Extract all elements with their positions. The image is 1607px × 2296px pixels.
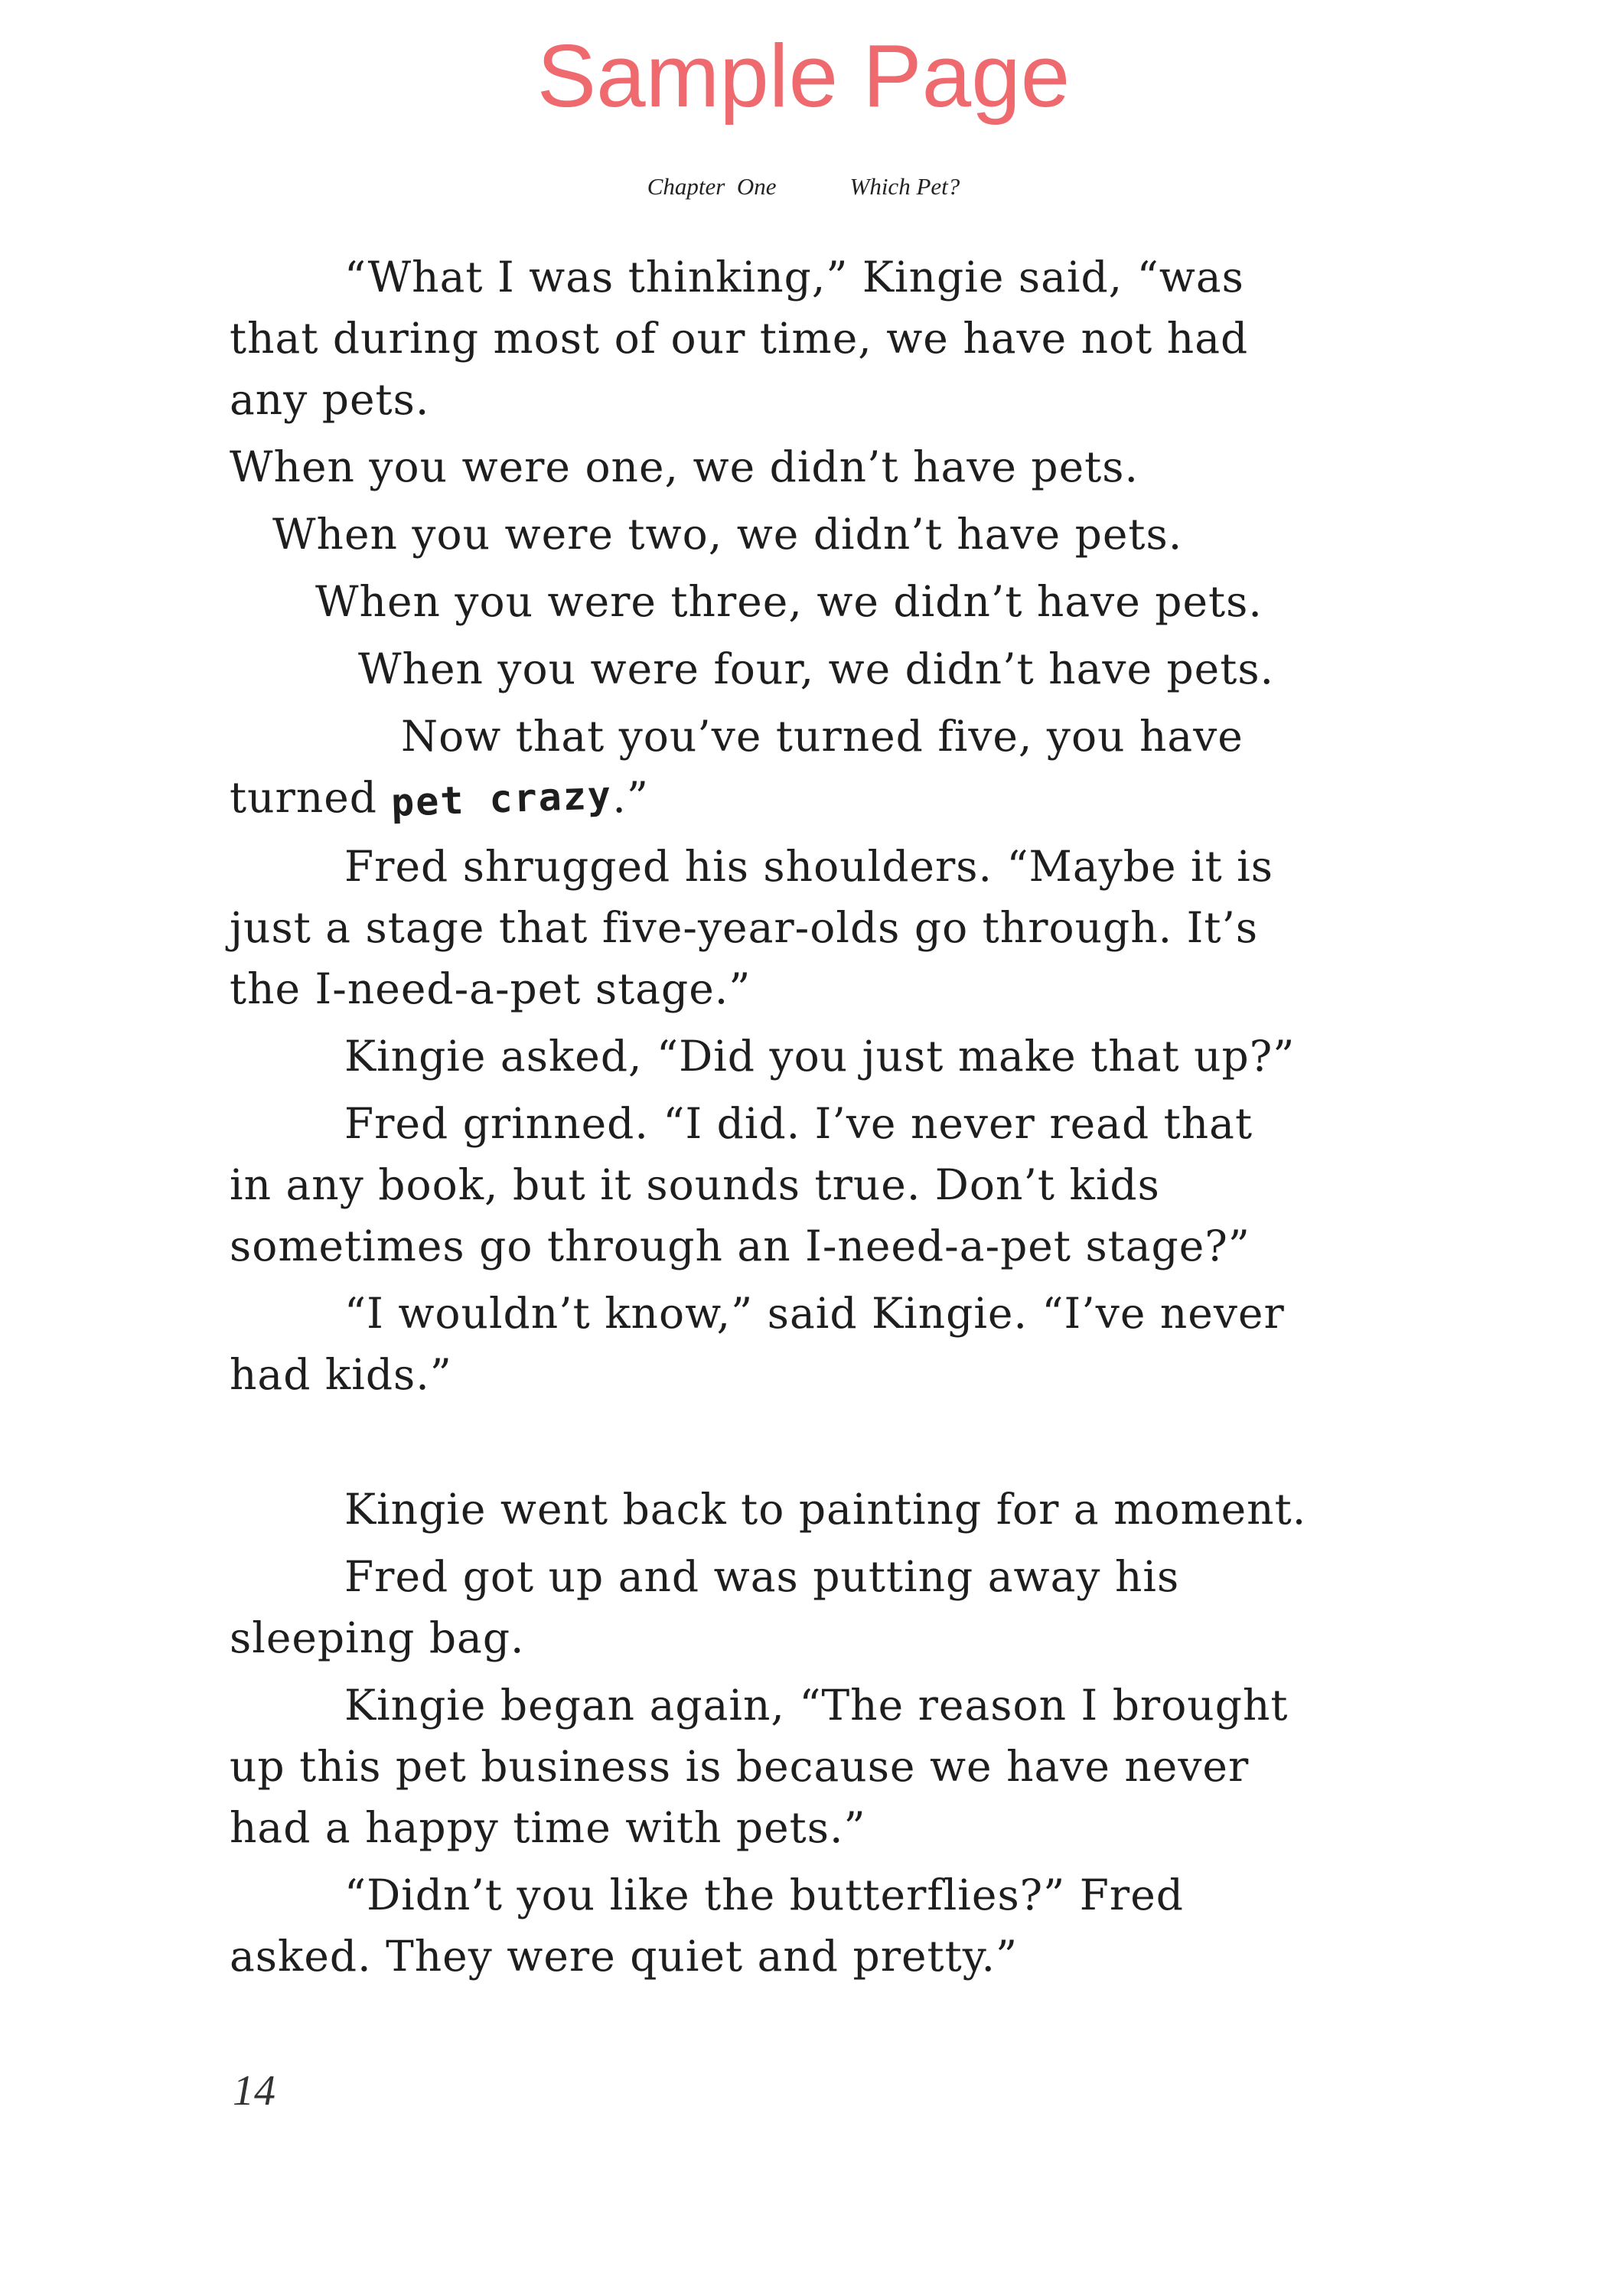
story-text [230,246,1393,1993]
paragraph: “I wouldn’t know,” said Kingie. “I’ve never had kids.” [230,1289,1285,1399]
stair-line: When you were two, we didn’t have pets. [272,510,1183,559]
sample-page-watermark: Sample Page [536,26,1071,126]
paragraph: “What I was thinking,” Kingie said, “was that during most of our time, we have not had any pets. [230,253,1249,424]
paragraph: “Didn’t you like the butterflies?” Fred asked. They were quiet and pretty.” [230,1870,1184,1981]
stair-line: When you were four, we didn’t have pets. [358,644,1275,693]
page-number: 14 [233,2067,275,2115]
paragraph: Fred shrugged his shoulders. “Maybe it is just a stage that five-year-olds go through. It’s the I-need-a-pet stage.” [230,842,1273,1013]
paragraph: Fred got up and was putting away his sleeping bag. [230,1552,1180,1662]
paragraph: Fred grinned. “I did. I’ve never read that in any book, but it sounds true. Don’t kids sometimes go through an I-need-a-pet stage?” [230,1099,1253,1270]
paragraph: Kingie went back to painting for a moment. [344,1485,1307,1534]
paragraph: Kingie began again, “The reason I brought up this pet business is because we have never had a happy time with pets.” [230,1681,1289,1852]
chapter-title: Which Pet? [849,173,960,200]
stair-line: When you were three, we didn’t have pets. [315,577,1263,626]
paragraph: Kingie asked, “Did you just make that up?” [344,1032,1296,1081]
chapter-label: Chapter One [647,173,777,200]
pet-crazy-lettering: pet crazy [390,772,614,826]
scene-break [230,1411,1393,1479]
stair-line: turned pet crazy.” [230,767,1393,830]
stair-line: When you were one, we didn’t have pets. [230,442,1139,491]
stair-line: Now that you’ve turned five, you have [401,712,1244,761]
running-head [0,173,1607,201]
